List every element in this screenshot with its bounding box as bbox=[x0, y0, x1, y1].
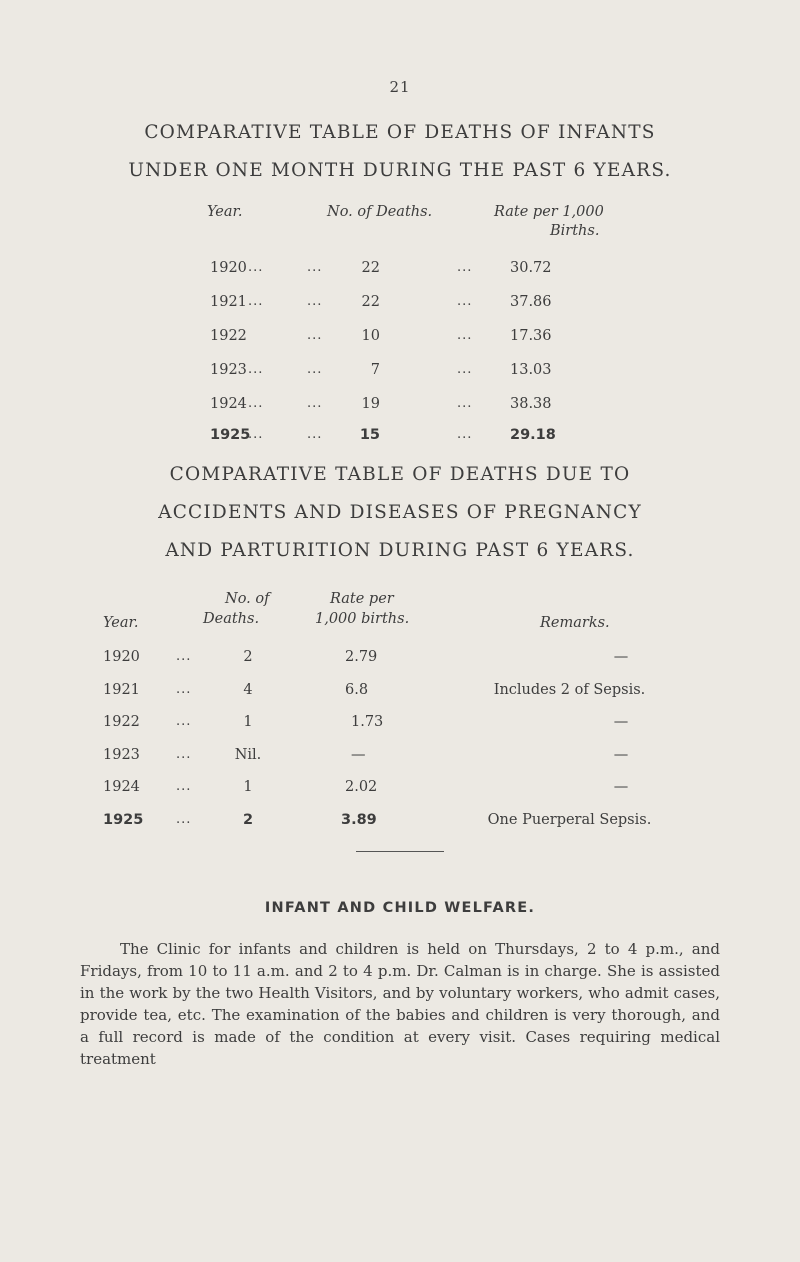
table1-year: 1921 bbox=[210, 294, 247, 310]
table1-rate: 37.86 bbox=[510, 294, 552, 310]
table1-deaths: 10 bbox=[361, 328, 380, 344]
table1-year: 1920 bbox=[210, 260, 247, 276]
table2-title bbox=[0, 456, 800, 570]
table1-year: 1925 bbox=[210, 427, 251, 443]
table2-rate: 3.89 bbox=[341, 812, 377, 828]
table1-rate: 17.36 bbox=[510, 328, 552, 344]
table1-rate: 13.03 bbox=[510, 362, 552, 378]
welfare-paragraph: The Clinic for infants and children is held on Thursdays, 2 to 4 p.m., and Fridays, from 10 to 11 a.m. and 2 to 4 p.m. Dr. Calman is in charge. She is assisted in the work by the two Health Visitors, and by voluntary workers, who admit cases, provide tea, etc. The examination of the babies and children is very thorough, and a full record is made of the condition at every visit. Cases requiring medical treatment bbox=[80, 940, 720, 1068]
divider bbox=[356, 851, 444, 852]
table2-deaths: 2 bbox=[243, 649, 253, 665]
welfare-heading: INFANT AND CHILD WELFARE. bbox=[264, 900, 536, 916]
table2-remarks: One Puerperal Sepsis. bbox=[487, 812, 652, 828]
leader-dots: ... bbox=[176, 812, 192, 827]
leader-dots: ... bbox=[457, 260, 473, 275]
table2-remarks: — bbox=[613, 714, 629, 730]
table2-rate: 2.79 bbox=[345, 649, 378, 665]
leader-dots: ... bbox=[457, 328, 473, 343]
table1-rate: 38.38 bbox=[510, 396, 552, 412]
table1-year: 1922 bbox=[210, 328, 247, 344]
table2-title-line: AND PARTURITION DURING PAST 6 YEARS. bbox=[165, 540, 635, 561]
table2-header-rate-l2: 1,000 births. bbox=[315, 611, 410, 627]
table2-rate: 2.02 bbox=[345, 779, 378, 795]
table2-year: 1925 bbox=[103, 812, 144, 828]
table2-year: 1922 bbox=[103, 714, 140, 730]
leader-dots: ... bbox=[307, 396, 323, 411]
table2-header-deaths-l1: No. of bbox=[225, 591, 270, 607]
table2-header-year: Year. bbox=[103, 615, 139, 631]
table2-rate: 1.73 bbox=[351, 714, 384, 730]
leader-dots: ... bbox=[176, 779, 192, 794]
table2-header-remarks: Remarks. bbox=[540, 615, 610, 631]
leader-dots: ... bbox=[248, 362, 264, 377]
leader-dots: ... bbox=[176, 714, 192, 729]
table1-header-rate-line2: Births. bbox=[550, 223, 600, 239]
table1-header-year: Year. bbox=[207, 204, 243, 220]
table1-header-rate: Rate per 1,000 bbox=[494, 204, 604, 220]
table2-deaths: 4 bbox=[243, 682, 253, 698]
leader-dots: ... bbox=[307, 294, 323, 309]
table2-title-line: COMPARATIVE TABLE OF DEATHS DUE TO bbox=[169, 464, 631, 485]
leader-dots: ... bbox=[457, 294, 473, 309]
table2-rate: 6.8 bbox=[345, 682, 369, 698]
leader-dots: ... bbox=[248, 260, 264, 275]
table1-deaths: 22 bbox=[361, 294, 380, 310]
table1-deaths: 22 bbox=[361, 260, 380, 276]
leader-dots: ... bbox=[248, 427, 264, 442]
table1-title bbox=[0, 114, 800, 190]
table2-remarks: — bbox=[613, 649, 629, 665]
table1-deaths: 15 bbox=[359, 427, 380, 443]
table1-deaths: 7 bbox=[370, 362, 380, 378]
table2-remarks: — bbox=[613, 779, 629, 795]
table2-year: 1921 bbox=[103, 682, 140, 698]
leader-dots: ... bbox=[457, 396, 473, 411]
table2-remarks: Includes 2 of Sepsis. bbox=[493, 682, 646, 698]
leader-dots: ... bbox=[248, 294, 264, 309]
leader-dots: ... bbox=[457, 362, 473, 377]
table1-rate: 30.72 bbox=[510, 260, 552, 276]
table1-title-line: COMPARATIVE TABLE OF DEATHS OF INFANTS bbox=[144, 122, 656, 143]
page-number: 21 bbox=[389, 78, 411, 96]
leader-dots: ... bbox=[176, 649, 192, 664]
table2-year: 1924 bbox=[103, 779, 140, 795]
table1-header-deaths: No. of Deaths. bbox=[327, 204, 433, 220]
leader-dots: ... bbox=[176, 747, 192, 762]
leader-dots: ... bbox=[307, 328, 323, 343]
table2-deaths: Nil. bbox=[234, 747, 262, 763]
leader-dots: ... bbox=[176, 682, 192, 697]
leader-dots: ... bbox=[457, 427, 473, 442]
table1-year: 1923 bbox=[210, 362, 247, 378]
table1-year: 1924 bbox=[210, 396, 247, 412]
table1-rate: 29.18 bbox=[510, 427, 556, 443]
table2-deaths: 1 bbox=[243, 779, 253, 795]
leader-dots: ... bbox=[307, 427, 323, 442]
leader-dots: ... bbox=[307, 362, 323, 377]
table2-deaths: 1 bbox=[243, 714, 253, 730]
table1-title-line: UNDER ONE MONTH DURING THE PAST 6 YEARS. bbox=[128, 160, 672, 181]
table2-header-rate-l1: Rate per bbox=[330, 591, 394, 607]
table2-year: 1923 bbox=[103, 747, 140, 763]
table2-rate: — bbox=[351, 747, 366, 763]
table2-header-deaths-l2: Deaths. bbox=[203, 611, 260, 627]
table2-remarks: — bbox=[613, 747, 629, 763]
table2-title-line: ACCIDENTS AND DISEASES OF PREGNANCY bbox=[158, 502, 642, 523]
table2-deaths: 2 bbox=[242, 812, 254, 828]
table2-year: 1920 bbox=[103, 649, 140, 665]
leader-dots: ... bbox=[307, 260, 323, 275]
table1-deaths: 19 bbox=[361, 396, 380, 412]
leader-dots: ... bbox=[248, 396, 264, 411]
